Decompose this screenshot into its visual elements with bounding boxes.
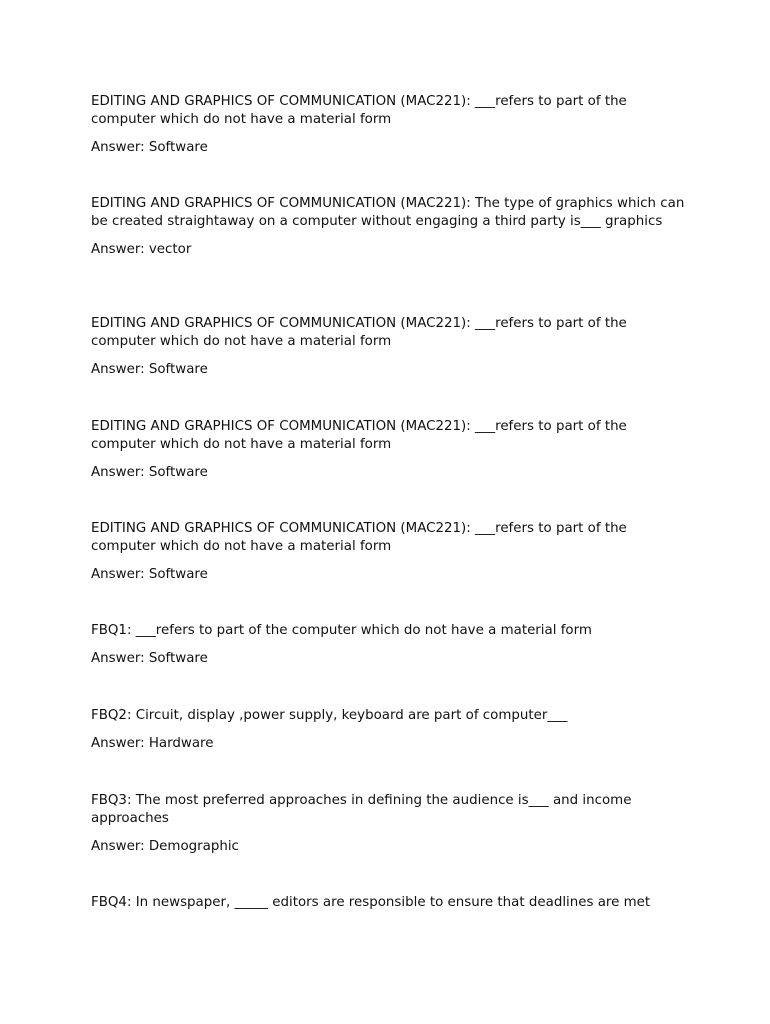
answer-text: Answer: Software [91,140,208,155]
answer-text: Answer: Software [91,362,208,377]
answer-text: Answer: Software [91,465,208,480]
question-text: EDITING AND GRAPHICS OF COMMUNICATION (MAC221): ___refers to part of the computer which do not have a material form [91,94,627,127]
question-text: EDITING AND GRAPHICS OF COMMUNICATION (MAC221): ___refers to part of the computer which do not have a material form [91,316,627,349]
answer-text: Answer: Software [91,651,208,666]
question-text: FBQ3: The most preferred approaches in defining the audience is___ and income approaches [91,793,632,826]
answer-text: Answer: Software [91,567,208,582]
answer-text: Answer: vector [91,242,192,257]
qa-item [91,894,691,912]
qa-item [91,195,691,259]
answer-text: Answer: Hardware [91,736,214,751]
question-text: FBQ4: In newspaper, _____ editors are responsible to ensure that deadlines are met [91,895,651,910]
qa-item [91,418,691,482]
qa-item [91,707,691,753]
qa-item [91,315,691,379]
qa-item [91,792,691,856]
question-text: FBQ1: ___refers to part of the computer which do not have a material form [91,623,592,638]
qa-item [91,520,691,584]
qa-item [91,93,691,157]
answer-text: Answer: Demographic [91,839,239,854]
qa-item [91,622,691,668]
question-text: FBQ2: Circuit, display ,power supply, keyboard are part of computer___ [91,708,568,723]
question-text: EDITING AND GRAPHICS OF COMMUNICATION (MAC221): ___refers to part of the computer which do not have a material form [91,521,627,554]
question-text: EDITING AND GRAPHICS OF COMMUNICATION (MAC221): ___refers to part of the computer which do not have a material form [91,419,627,452]
question-text: EDITING AND GRAPHICS OF COMMUNICATION (MAC221): The type of graphics which can be created straightaway on a computer without engaging a third party is___ graphics [91,196,685,229]
